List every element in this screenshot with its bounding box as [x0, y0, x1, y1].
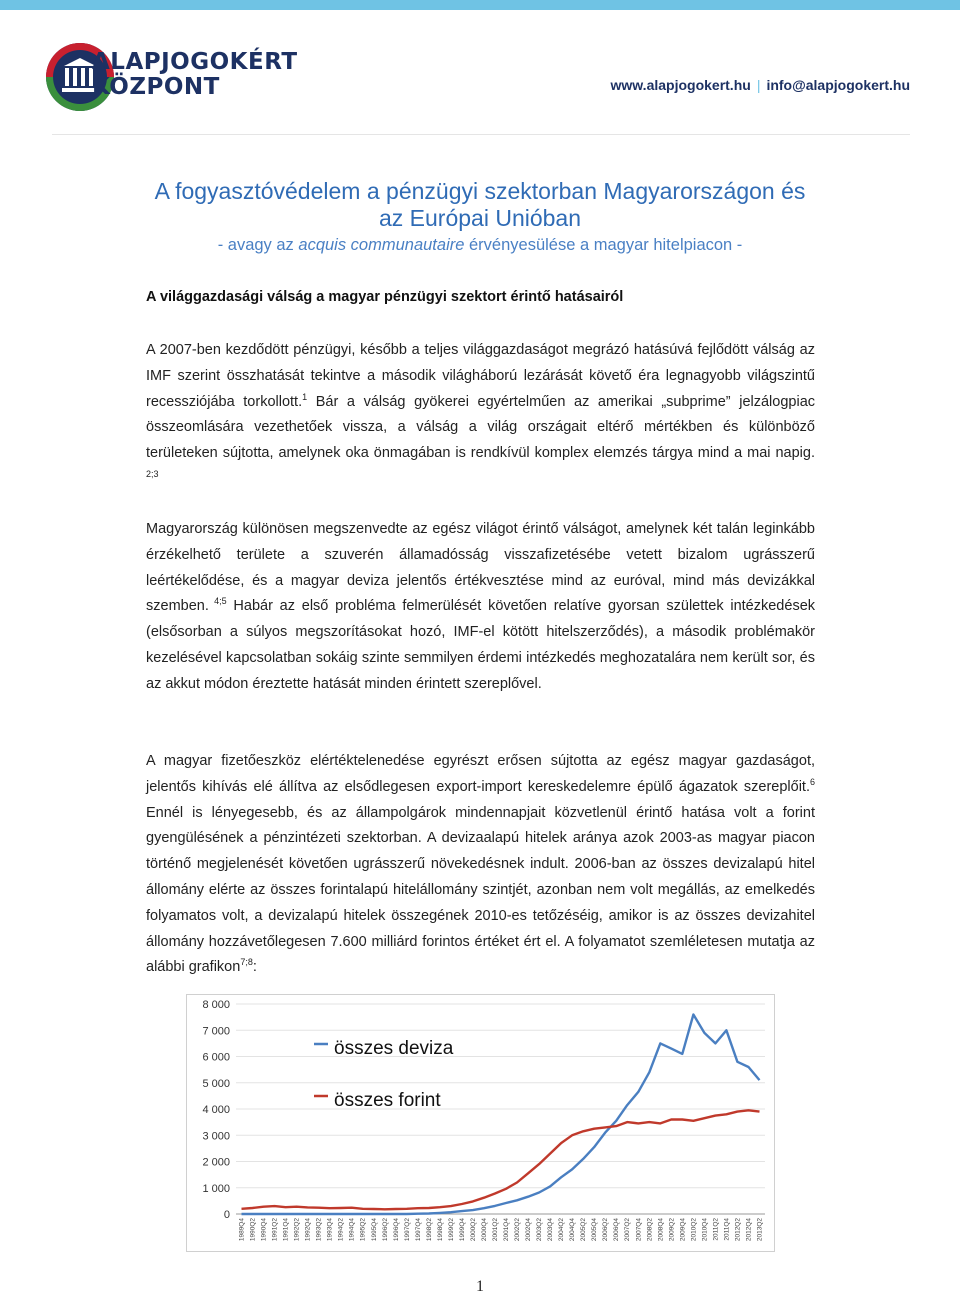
subtitle-prefix: - avagy az: [217, 236, 299, 254]
y-tick-label: 0: [223, 1209, 230, 1221]
x-tick-label: 2004Q4: [569, 1218, 577, 1242]
x-tick-label: 1999Q4: [458, 1218, 466, 1242]
y-tick-label: 2 000: [202, 1156, 230, 1169]
series-label-1: összes deviza: [334, 1038, 454, 1059]
x-tick-label: 1999Q2: [447, 1218, 455, 1242]
x-tick-label: 2005Q4: [591, 1218, 599, 1242]
header-divider: [52, 134, 910, 135]
x-tick-label: 2000Q2: [469, 1218, 477, 1242]
x-tick-label: 1990Q2: [249, 1218, 257, 1242]
x-tick-label: 1998Q4: [436, 1218, 444, 1242]
subtitle-italic: acquis communautaire: [298, 236, 465, 254]
paragraph-3: [146, 749, 815, 981]
document-title: A fogyasztóvédelem a pénzügyi szektorban Magyarországon és az Európai Unióban: [154, 178, 806, 231]
email-link[interactable]: info@alapjogokert.hu: [766, 77, 910, 93]
x-tick-label: 2000Q4: [480, 1218, 488, 1242]
contact-separator: |: [756, 77, 761, 93]
y-tick-label: 5 000: [202, 1077, 230, 1090]
x-tick-label: 2011Q4: [723, 1218, 731, 1241]
website-link[interactable]: www.alapjogokert.hu: [610, 77, 751, 93]
contact-info: [611, 77, 910, 93]
loan-volume-chart: [186, 994, 775, 1252]
x-tick-label: 2011Q2: [712, 1218, 720, 1241]
x-tick-label: 2001Q2: [491, 1218, 499, 1242]
x-tick-label: 1998Q2: [425, 1218, 433, 1242]
p3-text-c: :: [252, 959, 257, 976]
paragraph-1: [146, 338, 815, 493]
x-tick-label: 2012Q2: [734, 1218, 742, 1242]
x-tick-label: 2002Q4: [525, 1218, 533, 1242]
logo-line-2: KÖZPONT: [92, 74, 220, 100]
x-tick-label: 1992Q4: [304, 1218, 312, 1242]
x-tick-label: 2010Q2: [690, 1218, 698, 1242]
x-tick-label: 2005Q2: [580, 1218, 588, 1242]
x-tick-label: 2003Q2: [536, 1218, 544, 1242]
x-tick-label: 2007Q4: [635, 1218, 643, 1242]
y-tick-label: 7 000: [202, 1025, 230, 1038]
subtitle-suffix: érvényesülése a magyar hitelpiacon -: [464, 236, 743, 254]
x-tick-label: 1997Q4: [414, 1218, 422, 1242]
document-subtitle: [146, 236, 814, 255]
x-tick-label: 2004Q2: [558, 1218, 566, 1242]
p3-text-a: A magyar fizetőeszköz elértéktelenedése egyrészt erősen sújtotta az egész magyar gazdaságot, jelentős kihívás elé állítva az elsődlegesen export-import kereskedelemre épülő ágazatok szereplőit.: [146, 753, 815, 795]
x-tick-label: 1993Q2: [315, 1218, 323, 1242]
x-tick-label: 2001Q4: [503, 1218, 511, 1242]
logo-line-1: ALAPJOGOKÉRT: [92, 49, 298, 75]
x-tick-label: 2006Q4: [613, 1218, 621, 1242]
x-tick-label: 2009Q4: [679, 1218, 687, 1242]
footnote-ref-6[interactable]: 6: [809, 776, 815, 787]
x-tick-label: 1989Q4: [238, 1218, 246, 1242]
section-heading: A világgazdasági válság a magyar pénzügyi szektort érintő hatásairól: [146, 289, 624, 305]
x-tick-label: 1995Q4: [370, 1218, 378, 1242]
x-tick-label: 2008Q4: [657, 1218, 665, 1242]
x-tick-label: 2007Q2: [624, 1218, 632, 1242]
x-tick-label: 2013Q2: [756, 1218, 764, 1242]
x-tick-label: 1997Q2: [403, 1218, 411, 1242]
x-tick-label: 2006Q2: [602, 1218, 610, 1242]
y-tick-label: 3 000: [202, 1130, 230, 1143]
top-accent-bar: [0, 0, 960, 10]
x-tick-label: 2009Q2: [668, 1218, 676, 1242]
p2-text-b: Habár az első probléma felmerülését követően relatíve gyorsan születtek intézkedések (elsősorban a súlyos megszorításokat hozó, IMF-el kötött hitelszerződés), a második problémakör kezelésével kapcsolatban sokáig szinte semmilyen érdemi intézkedés meghozatalára nem került sor, és az akkut módon éreztette hatását minden érintett szereplővel.: [146, 598, 816, 692]
y-tick-label: 6 000: [202, 1051, 230, 1064]
footnote-ref-1[interactable]: 1: [302, 391, 308, 402]
x-tick-label: 1995Q2: [359, 1218, 367, 1242]
footnote-ref-7-8[interactable]: 7;8: [240, 957, 253, 968]
y-tick-label: 1 000: [202, 1182, 230, 1195]
p3-text-b: Ennél is lényegesebb, és az állampolgárok mindennapjait közvetlenül érintő hatása volt a forint gyengülésének a pénzintézeti szektorban. A devizaalapú hitelek aránya azok 2003-as magyar piacon történő megjelenését követően ugrásszerű növekedésnek indult. 2006-ban az összes devizalapú hitel állomány elérte az összes forintalapú hitelállomány szintjét, azonban nem volt megállás, az emelkedés folyamatos volt, a devizalapú hitelek összegének 2010-es tetőzéséig, amikor is az összes devizahitel állomány hozzávetőlegesen 7.600 milliárd forintos értéket ért el. A folyamatot szemléletesen mutatja az alábbi grafikon: [146, 804, 815, 976]
p1-text-a: A 2007-ben kezdődött pénzügyi, később a teljes világgazdaságot megrázó hatásúvá fejlődött válság az IMF szerint összhatását tekintve a második világháború lezárását követő éra legnagyobb világszintű recessziójába torkollott.: [146, 342, 815, 410]
series-label-2: összes forint: [334, 1090, 441, 1111]
x-tick-label: 1996Q2: [381, 1218, 389, 1242]
x-tick-label: 1991Q2: [271, 1218, 279, 1242]
x-tick-label: 1993Q4: [326, 1218, 334, 1242]
footnote-ref-4-5[interactable]: 4;5: [208, 596, 227, 607]
paragraph-2: [146, 517, 815, 698]
x-tick-label: 1992Q2: [293, 1218, 301, 1242]
p1-text-b: Bár a válság gyökerei egyértelműen az amerikai „subprime” jelzálogpiac összeomlására vezethetőek vissza, a válság a világ országait eltérő mértékben és különböző területeken sújtotta, amelynek oka önmagában is rendkívül komplex elemzés tárgya mind a mai napig.: [146, 393, 816, 462]
x-tick-label: 2003Q4: [547, 1218, 555, 1242]
logo-text: [92, 50, 298, 100]
x-tick-label: 2012Q4: [745, 1218, 753, 1242]
x-tick-label: 1990Q4: [260, 1218, 268, 1242]
x-tick-label: 1994Q4: [348, 1218, 356, 1242]
x-tick-label: 1991Q4: [282, 1218, 290, 1242]
p2-text-a: Magyarország különösen megszenvedte az egész világot érintő válságot, amelynek két talán leginkább érzékelhető területe a szuverén államadósság visszafizetésébe vetett bizalom ugrásszerű leértékelődése, és a magyar deviza jelentős értékvesztése mind az euróval, mind más devizákkal szemben.: [146, 521, 815, 615]
page-number: 1: [476, 1278, 484, 1295]
x-tick-label: 2010Q4: [701, 1218, 709, 1242]
y-tick-label: 8 000: [202, 999, 230, 1011]
x-tick-label: 2002Q2: [514, 1218, 522, 1242]
y-tick-label: 4 000: [202, 1104, 230, 1116]
footnote-ref-2-3[interactable]: 2;3: [146, 469, 159, 480]
x-tick-label: 1994Q2: [337, 1218, 345, 1242]
x-tick-label: 2008Q2: [646, 1218, 654, 1242]
x-tick-label: 1996Q4: [392, 1218, 400, 1242]
